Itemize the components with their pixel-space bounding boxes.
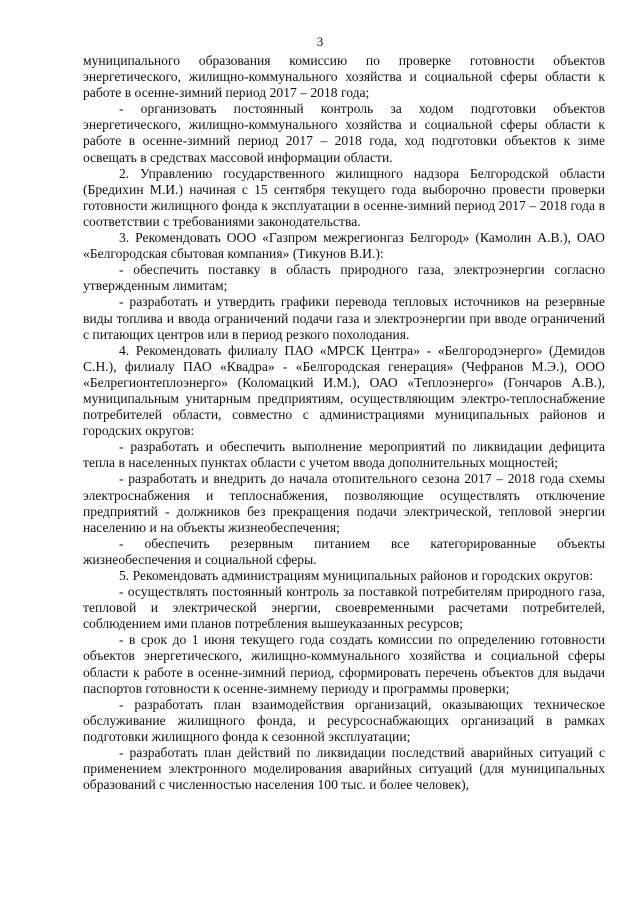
page-number: 3 bbox=[316, 34, 324, 49]
paragraph: - обеспечить резервным питанием все категорированные объекты жизнеобеспечения и социальной сферы. bbox=[83, 535, 605, 567]
paragraph: - в срок до 1 июня текущего года создать комиссии по определению готовности объектов энергетического, жилищно-коммунального хозяйства и социальной сферы области к работе в осенне-зимний период, сформировать перечень объектов для выдачи паспортов готовности к осенне-зимнему периоду и программы проверки; bbox=[83, 632, 605, 696]
paragraph: - обеспечить поставку в область природного газа, электроэнергии согласно утвержденным лимитам; bbox=[83, 262, 605, 294]
paragraph: 5. Рекомендовать администрациям муниципальных районов и городских округов: bbox=[119, 568, 593, 583]
paragraph: - разработать и внедрить до начала отопительного сезона 2017 – 2018 года схемы электроснабжения и теплоснабжения, позволяющие осуществлять отключение предприятий - должников без прекращения подачи электрической, тепловой энергии населению и на объекты жизнеобеспечения; bbox=[83, 471, 605, 535]
document-body bbox=[83, 53, 605, 793]
paragraph: - разработать план действий по ликвидации последствий аварийных ситуаций с применением электронного моделирования аварийных ситуаций (для муниципальных образований с численностью населения 100 тыс. и более человек), bbox=[83, 745, 605, 793]
paragraph: 2. Управлению государственного жилищного надзора Белгородской области (Бредихин М.И.) начиная с 15 сентября текущего года выборочно провести проверки готовности жилищного фонда к эксплуатации в осенне-зимний период 2017 – 2018 года в соответствии с требованиями законодательства. bbox=[83, 165, 605, 229]
paragraph: 3. Рекомендовать ООО «Газпром межрегионгаз Белгород» (Камолин А.В.), ОАО «Белгородская сбытовая компания» (Тикунов В.И.): bbox=[83, 230, 605, 262]
paragraph: - организовать постоянный контроль за ходом подготовки объектов энергетического, жилищно-коммунального хозяйства и социальной сферы области к работе в осенне-зимний период 2017 – 2018 года, ход подготовки объектов к зиме освещать в средствах массовой информации области. bbox=[83, 101, 605, 165]
paragraph: - осуществлять постоянный контроль за поставкой потребителям природного газа, тепловой и электрической энергии, своевременными расчетами потребителей, соблюдением ими планов потребления вышеуказанных ресурсов; bbox=[83, 584, 605, 632]
paragraph: - разработать и утвердить графики перевода тепловых источников на резервные виды топлива и ввода ограничений подачи газа и электроэнергии при вводе ограничений с питающих центров или в период резкого похолодания. bbox=[83, 294, 605, 342]
paragraph: муниципального образования комиссию по проверке готовности объектов энергетического, жилищно-коммунального хозяйства и социальной сферы области к работе в осенне-зимний период 2017 – 2018 года; bbox=[83, 53, 605, 101]
paragraph: 4. Рекомендовать филиалу ПАО «МРСК Центра» - «Белгородэнерго» (Демидов С.Н.), филиалу ПАО «Квадра» - «Белгородская генерация» (Чефранов М.Э.), ООО «Белрегионтеплоэнерго» (Коломацкий И.М.), ОАО «Теплоэнерго» (Гончаров А.В.), муниципальным унитарным предприятиям, осуществляющим электро-теплоснабжение потребителей области, совместно с администрациями муниципальных районов и городских округов: bbox=[83, 342, 605, 439]
paragraph: - разработать и обеспечить выполнение мероприятий по ликвидации дефицита тепла в населенных пунктах области с учетом ввода дополнительных мощностей; bbox=[83, 439, 605, 471]
paragraph: - разработать план взаимодействия организаций, оказывающих техническое обслуживание жилищного фонда, и ресурсоснабжающих организаций в рамках подготовки жилищного фонда к сезонной эксплуатации; bbox=[83, 696, 605, 744]
